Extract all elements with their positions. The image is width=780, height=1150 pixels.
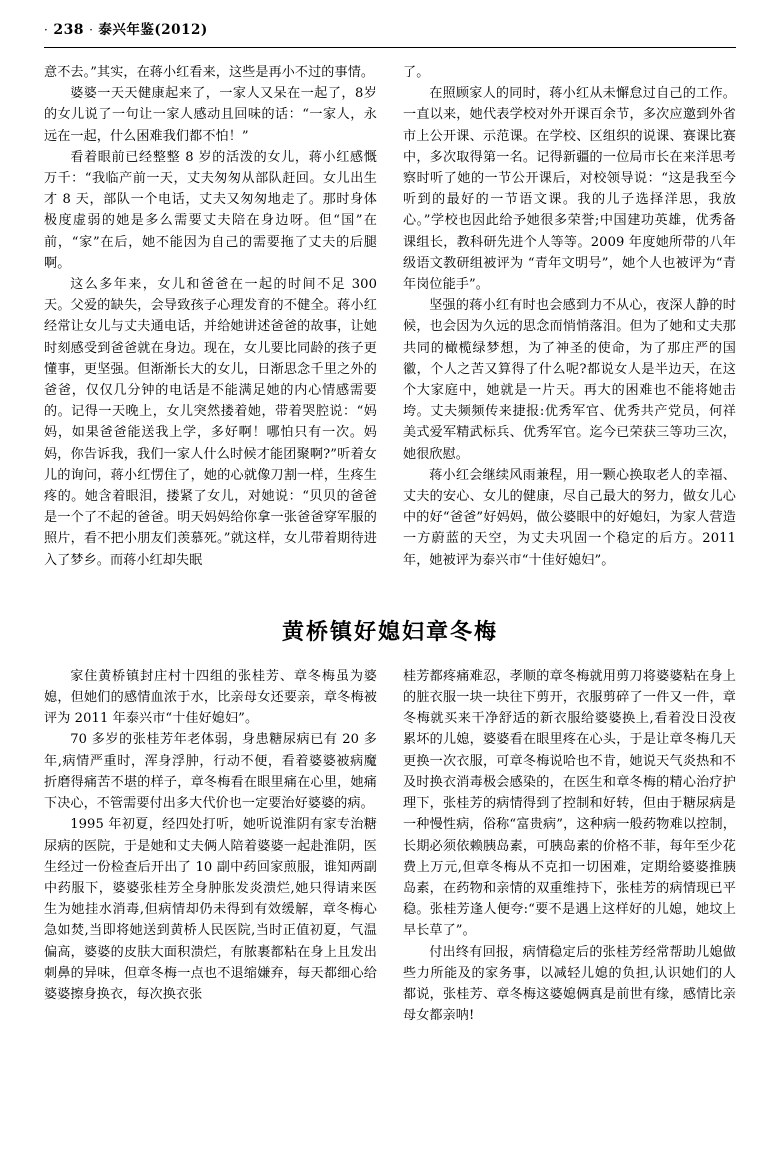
paragraph: 这么多年来，女儿和爸爸在一起的时间不足 300 天。父爱的缺失，会导致孩子心理发育的不健全。蒋小红经常让女儿与丈夫通电话，并给她讲述爸爸的故事，让她时刻感受到爸爸就在身边。现在，女儿要比同龄的孩子更懂事，更坚强。但渐渐长大的女儿，日渐思念千里之外的爸爸，仅仅几分钟的电话是不能满足她的内心情感需要的。记得一天晚上，女儿突然搂着她，带着哭腔说：“妈妈，如果爸爸能送我上学，多好啊！哪怕只有一次。妈妈，你告诉我，我们一家人什么时候才能团聚啊?”听着女儿的询问，蒋小红愣住了，她的心就像刀割一样，生疼生疼的。她含着眼泪，搂紧了女儿，对她说：“贝贝的爸爸是一个了不起的爸爸。明天妈妈给你拿一张爸爸穿军服的照片，看不把小朋友们羡慕死。”就这样，女儿带着期待进入了梦乡。而蒋小红却失眠 (44, 277, 377, 568)
paragraph: 在照顾家人的同时，蒋小红从未懈怠过自己的工作。一直以来，她代表学校对外开课百余节，多次应邀到外省市上公开课、示范课。在学校、区组织的说课、赛课比赛中，多次取得第一名。记得新疆的一位局市长在来洋思考察时听了她的一节公开课后，对校领导说：“这是我至今听到的最好的一节语文课。我的儿子选择洋思，我放心。”学校也因此给予她很多荣誉;中国建功英雄，优秀备课组长，教科研先进个人等等。2009 年度她所带的八年级语文教研组被评为 “青年文明号”，她个人也被评为“青年岗位能手”。 (403, 86, 736, 293)
paragraph: 了。 (403, 65, 430, 80)
page-number: 238 (53, 22, 85, 38)
article-1-right-column (403, 62, 736, 571)
paragraph: 家住黄桥镇封庄村十四组的张桂芳、章冬梅虽为婆媳，但她们的感情血浓于水，比亲母女还要亲，章冬梅被评为 2011 年泰兴市“十佳好媳妇”。 (44, 668, 377, 727)
paragraph: 蒋小红会继续风雨兼程，用一颗心换取老人的幸福、丈夫的安心、女儿的健康，尽自己最大的努力，做女儿心中的好“爸爸”好妈妈，做公婆眼中的好媳妇，为家人营造一方蔚蓝的天空，为丈夫巩固一个稳定的后方。2011 年，她被评为泰兴市“十佳好媳妇”。 (403, 467, 736, 568)
header-bullet-left: · (44, 23, 49, 37)
book-title: 泰兴年鉴(2012) (98, 22, 208, 38)
article-2-title: 黄桥镇好媳妇章冬梅 (281, 618, 498, 645)
article-1-body (44, 62, 736, 571)
article-2-left-column (44, 666, 377, 1026)
paragraph: 意不去。”其实，在蒋小红看来，这些是再小不过的事情。 (44, 65, 375, 80)
paragraph: 婆婆一天天健康起来了，一家人又呆在一起了，8岁的女儿说了一句让一家人感动且回味的话：“一家人，永远在一起，什么困难我们都不怕！” (44, 86, 377, 144)
paragraph: 付出终有回报，病情稳定后的张桂芳经常帮助儿媳做些力所能及的家务事，以减轻儿媳的负担,认识她们的人都说，张桂芳、章冬梅这婆媳俩真是前世有缘，感情比亲母女都亲呐! (403, 944, 736, 1024)
paragraph: 看着眼前已经整整 8 岁的活泼的女儿，蒋小红感慨万千：“我临产前一天，丈夫匆匆从部队赶回。女儿出生才 8 天，部队一个电话，丈夫又匆匆地走了。那时身体极度虚弱的她是多么需要丈夫陪在身边呀。但“国”在前，“家”在后，她不能因为自己的需要拖了丈夫的后腿啊。 (44, 149, 377, 271)
paragraph: 70 多岁的张桂芳年老体弱，身患糖尿病已有 20 多年,病情严重时，浑身浮肿，行动不便，看着婆婆被病魔折磨得痛苦不堪的样子，章冬梅看在眼里痛在心里，她痛下决心，不管需要付出多大代价也一定要治好婆婆的病。 (44, 732, 377, 812)
article-separator (44, 571, 736, 601)
header-bullet-right: · (89, 23, 94, 37)
article-1-left-column (44, 62, 377, 571)
paragraph: 桂芳都疼痛难忍，孝顺的章冬梅就用剪刀将婆婆粘在身上的脏衣服一块一块往下剪开，衣服剪碎了一件又一件，章冬梅就买来干净舒适的新衣服给婆婆换上,看着没日没夜累坏的儿媳，婆婆看在眼里疼在心头，于是让章冬梅几天更换一次衣服，可章冬梅说哈也不肯，她说天气炎热和不及时换衣消毒极会感染的，在医生和章冬梅的精心治疗护理下，张桂芳的病情得到了控制和好转，但由于糖尿病是一种慢性病，俗称“富贵病”，这种病一般药物难以控制，长期必须依赖胰岛素，可胰岛素的价格不菲，每年至少花费上万元,但章冬梅从不克扣一切困难，定期给婆婆推胰岛素，在药物和亲情的双重维持下，张桂芳的病情现已平稳。张桂芳逢人便夸:“要不是遇上这样好的儿媳，她坟上早长草了”。 (403, 668, 736, 939)
header-divider (44, 47, 736, 48)
paragraph: 1995 年初夏，经四处打听，她听说淮阴有家专治糖尿病的医院，于是她和丈夫俩人陪着婆婆一起赴淮阴，医生经过一份检查后开出了 10 副中药回家煎服，谁知两副中药服下，婆婆张桂芳全身肿胀发炎溃烂,她只得请来医生为她挂水消毒,但病情却仍未得到有效缓解，章冬梅心急如焚,当即将她送到黄桥人民医院,当时正值初夏，气温偏高，婆婆的皮肤大面积溃烂，有脓裹都粘在身上且发出刺鼻的异味，但章冬梅一点也不退缩嫌弃，每天都细心给婆婆擦身换衣，每次换衣张 (44, 817, 377, 1002)
running-head (44, 0, 736, 44)
article-2-body (44, 666, 736, 1026)
article-2-right-column (403, 666, 736, 1026)
paragraph: 坚强的蒋小红有时也会感到力不从心，夜深人静的时候，也会因为久远的思念而悄悄落泪。但为了她和丈夫那共同的橄榄绿梦想，为了神圣的使命，为了那庄严的国徽，个人之苦又算得了什么呢?都说女人是半边天，在这个大家庭中，她就是一片天。再大的困难也不能将她击垮。丈夫频频传来捷报:优秀军官、优秀共产党员，何祥美式爱军精武标兵、优秀军官。迄今已荣获三等功三次，她很欣慰。 (403, 298, 736, 462)
